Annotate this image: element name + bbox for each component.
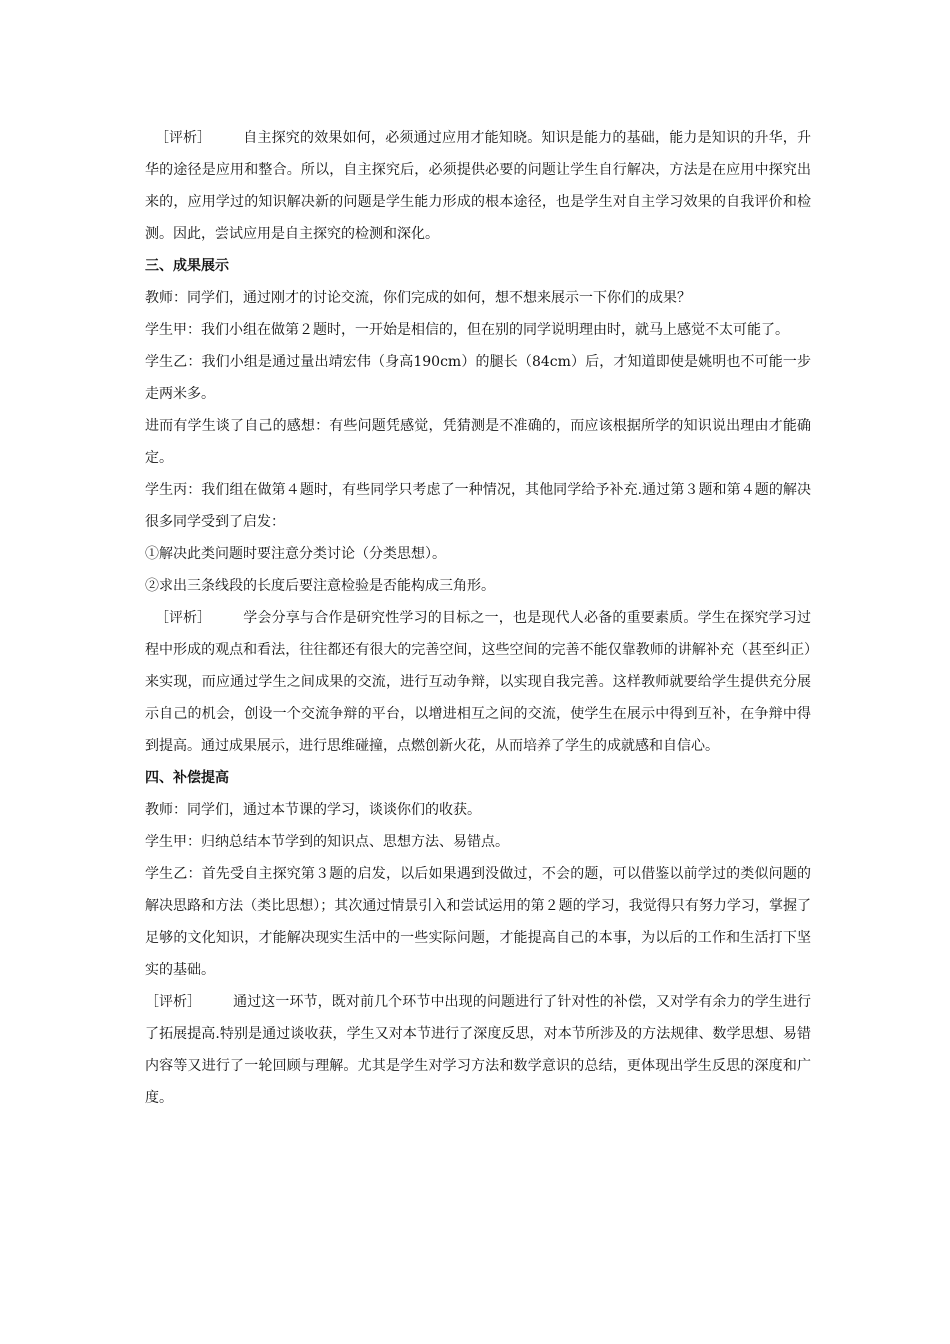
evaluation-text: 通过这一环节，既对前几个环节中出现的问题进行了针对性的补偿，又对学有余力的学生进行了拓展提高.特别是通过谈收获，学生又对本节进行了深度反思，对本节所涉及的方法规律、数学思想、易错内容等又进行了一轮回顾与理解。尤其是学生对学习方法和数学意识的总结，更体现出学生反思的深度和广度。 bbox=[145, 994, 811, 1106]
reflection-line: 进而有学生谈了自己的感想：有些问题凭感觉，凭猜测是不准确的，而应该根据所学的知识说出理由才能确定。 bbox=[145, 418, 811, 466]
teacher-line: 教师：同学们，通过本节课的学习，谈谈你们的收获。 bbox=[145, 802, 481, 818]
evaluation-paragraph-1 bbox=[145, 122, 811, 250]
student-a-line: 学生甲：归纳总结本节学到的知识点、思想方法、易错点。 bbox=[145, 834, 509, 850]
evaluation-paragraph-3 bbox=[145, 986, 811, 1114]
teacher-line: 教师：同学们，通过刚才的讨论交流，你们完成的如何，想不想来展示一下你们的成果？ bbox=[145, 290, 691, 306]
evaluation-tag: ［评析］ bbox=[145, 994, 201, 1010]
section-heading-3: 三、成果展示 bbox=[145, 258, 229, 274]
student-a-line: 学生甲：我们小组在做第２题时，一开始是相信的，但在别的同学说明理由时，就马上感觉不太可能了。 bbox=[145, 322, 789, 338]
section-heading-4: 四、补偿提高 bbox=[145, 770, 229, 786]
document-page bbox=[145, 122, 811, 1114]
evaluation-text: 自主探究的效果如何，必须通过应用才能知晓。知识是能力的基础，能力是知识的升华，升华的途径是应用和整合。所以，自主探究后，必须提供必要的问题让学生自行解决，方法是在应用中探究出来的，应用学过的知识解决新的问题是学生能力形成的根本途径，也是学生对自主学习效果的自我评价和检测。因此，尝试应用是自主探究的检测和深化。 bbox=[145, 130, 811, 242]
point-2: ②求出三条线段的长度后要注意检验是否能构成三角形。 bbox=[145, 578, 495, 594]
evaluation-tag: ［评析］ bbox=[155, 610, 211, 626]
student-b-line: 学生乙：我们小组是通过量出靖宏伟（身高190cm）的腿长（84cm）后，才知道即使是姚明也不可能一步走两米多。 bbox=[145, 354, 811, 402]
student-b-line: 学生乙：首先受自主探究第３题的启发，以后如果遇到没做过，不会的题，可以借鉴以前学过的类似问题的解决思路和方法（类比思想）；其次通过情景引入和尝试运用的第２题的学习，我觉得只有努力学习，掌握了足够的文化知识，才能解决现实生活中的一些实际问题，才能提高自己的本事，为以后的工作和生活打下坚实的基础。 bbox=[145, 866, 811, 978]
student-c-line: 学生丙：我们组在做第４题时，有些同学只考虑了一种情况，其他同学给予补充.通过第３题和第４题的解决很多同学受到了启发： bbox=[145, 482, 811, 530]
evaluation-paragraph-2 bbox=[145, 602, 811, 762]
point-1: ①解决此类问题时要注意分类讨论（分类思想）。 bbox=[145, 546, 446, 562]
evaluation-tag: ［评析］ bbox=[155, 130, 211, 146]
evaluation-text: 学会分享与合作是研究性学习的目标之一，也是现代人必备的重要素质。学生在探究学习过程中形成的观点和看法，往往都还有很大的完善空间，这些空间的完善不能仅靠教师的讲解补充（甚至纠正）来实现，而应通过学生之间成果的交流，进行互动争辩，以实现自我完善。这样教师就要给学生提供充分展示自己的机会，创设一个交流争辩的平台，以增进相互之间的交流，使学生在展示中得到互补，在争辩中得到提高。通过成果展示，进行思维碰撞，点燃创新火花，从而培养了学生的成就感和自信心。 bbox=[145, 610, 811, 754]
